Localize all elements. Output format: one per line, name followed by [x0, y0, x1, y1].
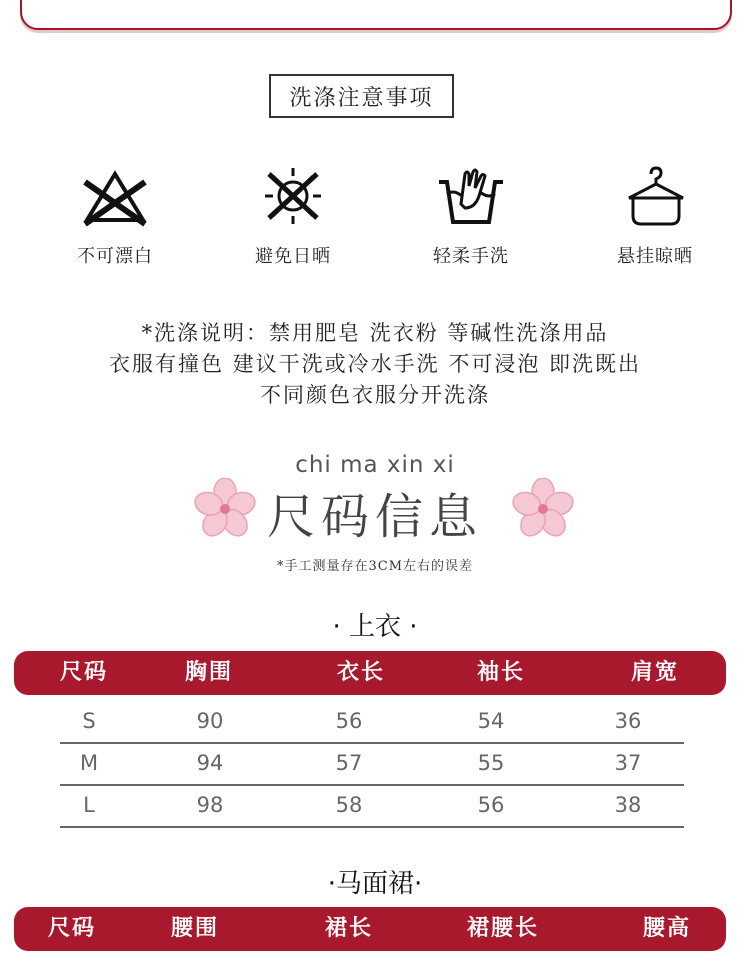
cell-shoulder: 37	[614, 751, 642, 775]
header-skirt-length: 裙长	[324, 916, 373, 941]
header-length: 衣长	[336, 660, 385, 685]
care-label-hang-dry: 悬挂晾晒	[617, 246, 693, 267]
wash-instruction-line-3: 不同颜色衣服分开洗涤	[260, 383, 490, 407]
cell-shoulder: 36	[614, 709, 642, 733]
care-icon-row	[0, 164, 750, 284]
header-waist: 腰围	[170, 916, 219, 941]
cell-chest: 98	[196, 793, 224, 817]
table-row	[60, 785, 684, 828]
cell-chest: 90	[196, 709, 224, 733]
size-info-title: 尺码信息	[266, 489, 483, 545]
measurement-note: *手工测量存在3CM左右的误差	[276, 559, 474, 574]
no-bleach-icon	[79, 164, 151, 228]
skirt-heading: ·马面裙·	[327, 869, 423, 899]
care-label-hand-wash: 轻柔手洗	[433, 246, 509, 267]
size-pinyin: chi ma xin xi	[295, 452, 455, 478]
header-waistband-length: 裙腰长	[466, 916, 539, 941]
cell-size: M	[79, 751, 99, 775]
care-item-hang-dry	[580, 164, 730, 268]
wash-instruction-line-1: *洗涤说明：禁用肥皂 洗衣粉 等碱性洗涤用品	[141, 321, 609, 345]
hang-dry-icon	[619, 164, 691, 228]
skirt-table-header	[14, 907, 726, 951]
top-table-header	[14, 651, 726, 695]
no-sun-dry-icon	[257, 164, 329, 228]
care-item-hand-wash	[396, 164, 546, 268]
cherry-blossom-icon	[510, 478, 576, 540]
header-shoulder: 肩宽	[630, 660, 679, 685]
cell-sleeve: 54	[477, 709, 505, 733]
wash-section-title: 洗涤注意事项	[269, 74, 454, 118]
header-sleeve: 袖长	[476, 660, 525, 685]
care-label-no-sun: 避免日晒	[255, 246, 331, 267]
cell-length: 58	[335, 793, 363, 817]
care-item-no-sun	[218, 164, 368, 268]
wash-instruction-line-2: 衣服有撞色 建议干洗或冷水手洗 不可浸泡 即洗既出	[108, 352, 642, 376]
top-garment-heading: · 上衣 ·	[332, 612, 418, 642]
table-row	[60, 701, 684, 744]
cell-size: S	[82, 709, 96, 733]
header-waist-height: 腰高	[642, 916, 691, 941]
cell-length: 56	[335, 709, 363, 733]
hand-wash-icon	[435, 164, 507, 228]
care-label-no-bleach: 不可漂白	[77, 246, 153, 267]
cell-size: L	[83, 793, 95, 817]
header-size: 尺码	[59, 660, 108, 685]
cell-sleeve: 56	[477, 793, 505, 817]
wash-instructions	[0, 318, 750, 411]
cell-shoulder: 38	[614, 793, 642, 817]
cell-sleeve: 55	[477, 751, 505, 775]
header-size: 尺码	[47, 916, 96, 941]
top-info-banner	[20, 0, 732, 30]
cell-chest: 94	[196, 751, 224, 775]
cell-length: 57	[335, 751, 363, 775]
care-item-no-bleach	[40, 164, 190, 268]
table-row	[60, 743, 684, 786]
header-chest: 胸围	[184, 660, 233, 685]
